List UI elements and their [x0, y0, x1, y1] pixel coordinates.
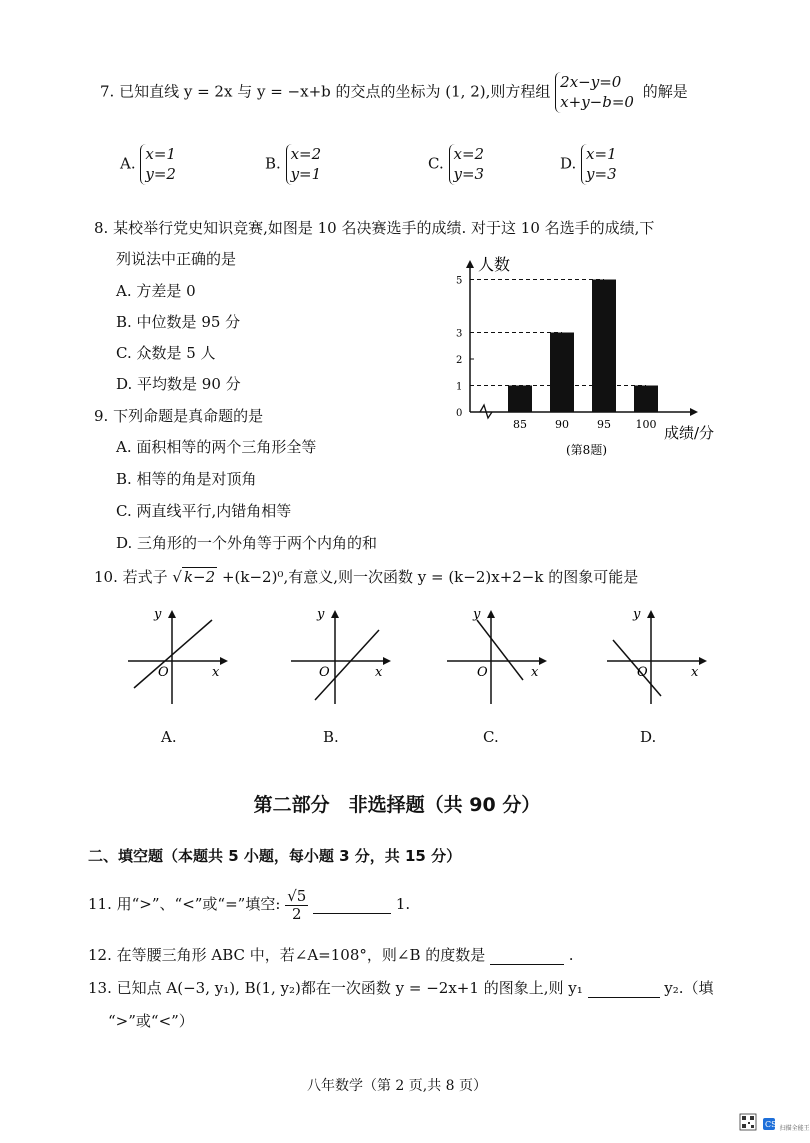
- q7-option-c-system: [449, 144, 489, 185]
- x-axis-label: x: [375, 665, 383, 680]
- q9-stem: 9. 下列命题是真命题的是: [94, 407, 264, 425]
- q7-option-b-eq2: y=1: [290, 165, 322, 184]
- q13-stem-end: y₂.（填: [664, 979, 714, 997]
- q7-option-c-label: C.: [428, 154, 444, 173]
- q7-system-eq1: 2x−y=0: [560, 73, 622, 91]
- x-axis-label: x: [691, 665, 699, 680]
- question-12: [88, 944, 574, 965]
- x-axis-arrow-icon: [539, 657, 547, 665]
- q10-option-d-label[interactable]: D.: [640, 728, 657, 746]
- x-axis-label: x: [212, 665, 220, 680]
- origin-label: O: [637, 665, 648, 680]
- chart-y-tick-label: 2: [456, 355, 463, 366]
- chart-x-tick-label: 95: [597, 418, 611, 431]
- x-axis-label: x: [531, 665, 539, 680]
- chart-bar-85: [508, 386, 532, 413]
- q7-option-b-label: B.: [265, 154, 281, 173]
- q13-line2: “>”或“<”）: [108, 1012, 194, 1030]
- y-axis-arrow-icon: [168, 610, 176, 618]
- q7-stem: 7. 已知直线 y = 2x 与 y = −x+b 的交点的坐标为 (1, 2),则方程组: [100, 82, 551, 101]
- q8-option-d[interactable]: D. 平均数是 90 分: [116, 375, 241, 393]
- q11-stem: 11. 用“>”、“<”或“=”填空:: [88, 895, 281, 913]
- scanner-logo-icon: [763, 1118, 775, 1130]
- chart-x-axis-arrow-icon: [690, 408, 698, 416]
- origin-label: O: [477, 665, 488, 680]
- q10-option-a-label[interactable]: A.: [161, 728, 177, 746]
- q9-option-d[interactable]: D. 三角形的一个外角等于两个内角的和: [116, 534, 378, 552]
- q10-graph-c[interactable]: [443, 608, 553, 708]
- q7-stem-end: 的解是: [642, 82, 688, 101]
- q10-stem-start: 10. 若式子: [94, 568, 168, 586]
- q10-stem-rest: +(k−2)⁰,有意义,则一次函数 y = (k−2)x+2−k 的图象可能是: [221, 568, 639, 586]
- scanner-watermark-text: 扫描全能王: [779, 1125, 810, 1132]
- q8-option-c[interactable]: C. 众数是 5 人: [116, 344, 216, 362]
- question-13-line1: [88, 977, 714, 998]
- y-axis-label: y: [633, 607, 641, 622]
- q7-option-a-eq1: x=1: [145, 145, 176, 163]
- question-11: [88, 888, 410, 922]
- q8-stem-line1: 8. 某校举行党史知识竞赛,如图是 10 名决赛选手的成绩. 对于这 10 名选手的成绩,下: [94, 219, 655, 237]
- q7-option-a-system: [140, 144, 180, 185]
- q10-radicand: k−2: [183, 568, 216, 586]
- chart-bar-95: [592, 280, 616, 413]
- q13-answer-blank[interactable]: [588, 979, 660, 998]
- q9-option-a[interactable]: A. 面积相等的两个三角形全等: [116, 438, 317, 456]
- q12-stem: 12. 在等腰三角形 ABC 中，若∠A=108°，则∠B 的度数是: [88, 946, 486, 964]
- q11-fraction: [285, 888, 308, 922]
- q10-option-c-label[interactable]: C.: [483, 728, 499, 746]
- chart-y-tick-label: 0: [456, 408, 463, 419]
- chart-y-label: 人数: [478, 255, 511, 274]
- q10-graph-a[interactable]: [120, 608, 230, 708]
- q7-option-d-label: D.: [560, 154, 577, 173]
- y-axis-arrow-icon: [331, 610, 339, 618]
- svg-text:CS: CS: [764, 1120, 777, 1129]
- q7-option-d-eq2: y=3: [586, 165, 617, 184]
- q7-option-d[interactable]: [560, 144, 621, 185]
- y-axis-label: y: [317, 607, 325, 622]
- question-7: [100, 72, 688, 113]
- q9-option-c[interactable]: C. 两直线平行,内错角相等: [116, 502, 292, 520]
- q7-option-c-eq1: x=2: [453, 145, 485, 163]
- scanner-watermark: [740, 1114, 810, 1134]
- chart-y-tick-label: 3: [456, 328, 463, 340]
- q7-option-a-label: A.: [120, 154, 136, 173]
- q7-option-b-system: [286, 144, 326, 185]
- q11-answer-blank[interactable]: [313, 895, 391, 914]
- q10-sqrt: √ k−2: [172, 568, 216, 586]
- q10-graph-b[interactable]: [283, 608, 393, 708]
- chart-x-label: 成绩/分: [664, 424, 715, 442]
- q8-option-a[interactable]: A. 方差是 0: [116, 282, 196, 300]
- q12-answer-blank[interactable]: [490, 946, 564, 965]
- q7-option-a-eq2: y=2: [145, 165, 176, 184]
- origin-label: O: [158, 665, 169, 680]
- q7-option-b[interactable]: [265, 144, 325, 185]
- q7-equation-system: [555, 72, 638, 113]
- q12-stem-end: .: [568, 946, 574, 964]
- question-10: [94, 566, 638, 587]
- y-axis-arrow-icon: [487, 610, 495, 618]
- q10-option-b-label[interactable]: B.: [323, 728, 339, 746]
- chart-caption: (第8题): [566, 443, 607, 457]
- q11-stem-end: 1.: [395, 895, 411, 913]
- chart-x-tick-label: 85: [513, 418, 527, 431]
- origin-label: O: [319, 665, 330, 680]
- q7-option-c[interactable]: [428, 144, 488, 185]
- q8-bar-chart: [440, 250, 740, 465]
- q8-stem-line2: 列说法中正确的是: [116, 250, 237, 268]
- q9-option-b[interactable]: B. 相等的角是对顶角: [116, 470, 257, 488]
- q13-stem: 13. 已知点 A(−3, y₁), B(1, y₂)都在一次函数 y = −2x+1 的图象上,则 y₁: [88, 979, 583, 997]
- chart-bar-100: [634, 386, 658, 413]
- y-axis-label: y: [473, 607, 481, 622]
- y-axis-arrow-icon: [647, 610, 655, 618]
- x-axis-arrow-icon: [699, 657, 707, 665]
- q7-system-eq2: x+y−b=0: [560, 93, 634, 112]
- q10-graph-d[interactable]: [603, 608, 713, 708]
- page-footer: 八年数学（第 2 页,共 8 页）: [306, 1078, 488, 1094]
- q8-option-b[interactable]: B. 中位数是 95 分: [116, 313, 241, 331]
- chart-y-tick-label: 5: [456, 275, 463, 287]
- q7-option-a[interactable]: [120, 144, 180, 185]
- chart-y-tick-label: 1: [456, 381, 463, 393]
- q7-option-c-eq2: y=3: [453, 165, 485, 184]
- y-axis-label: y: [154, 607, 162, 622]
- q7-option-d-system: [581, 144, 621, 185]
- q7-option-b-eq1: x=2: [290, 145, 322, 163]
- qr-code-icon: [740, 1114, 756, 1130]
- x-axis-arrow-icon: [383, 657, 391, 665]
- chart-x-tick-label: 90: [555, 418, 569, 431]
- q11-fraction-denominator: 2: [291, 904, 302, 923]
- chart-bar-90: [550, 333, 574, 413]
- section-fill-in-blank: 二、填空题（本题共 5 小题，每小题 3 分，共 15 分）: [88, 847, 462, 865]
- q7-option-d-eq1: x=1: [586, 145, 617, 163]
- chart-x-tick-label: 100: [635, 418, 657, 431]
- function-line: [134, 620, 212, 688]
- x-axis-arrow-icon: [220, 657, 228, 665]
- q11-fraction-numerator: √5: [287, 887, 307, 905]
- part2-title: 第二部分 非选择题（共 90 分）: [253, 794, 541, 816]
- chart-y-axis-arrow-icon: [466, 260, 474, 268]
